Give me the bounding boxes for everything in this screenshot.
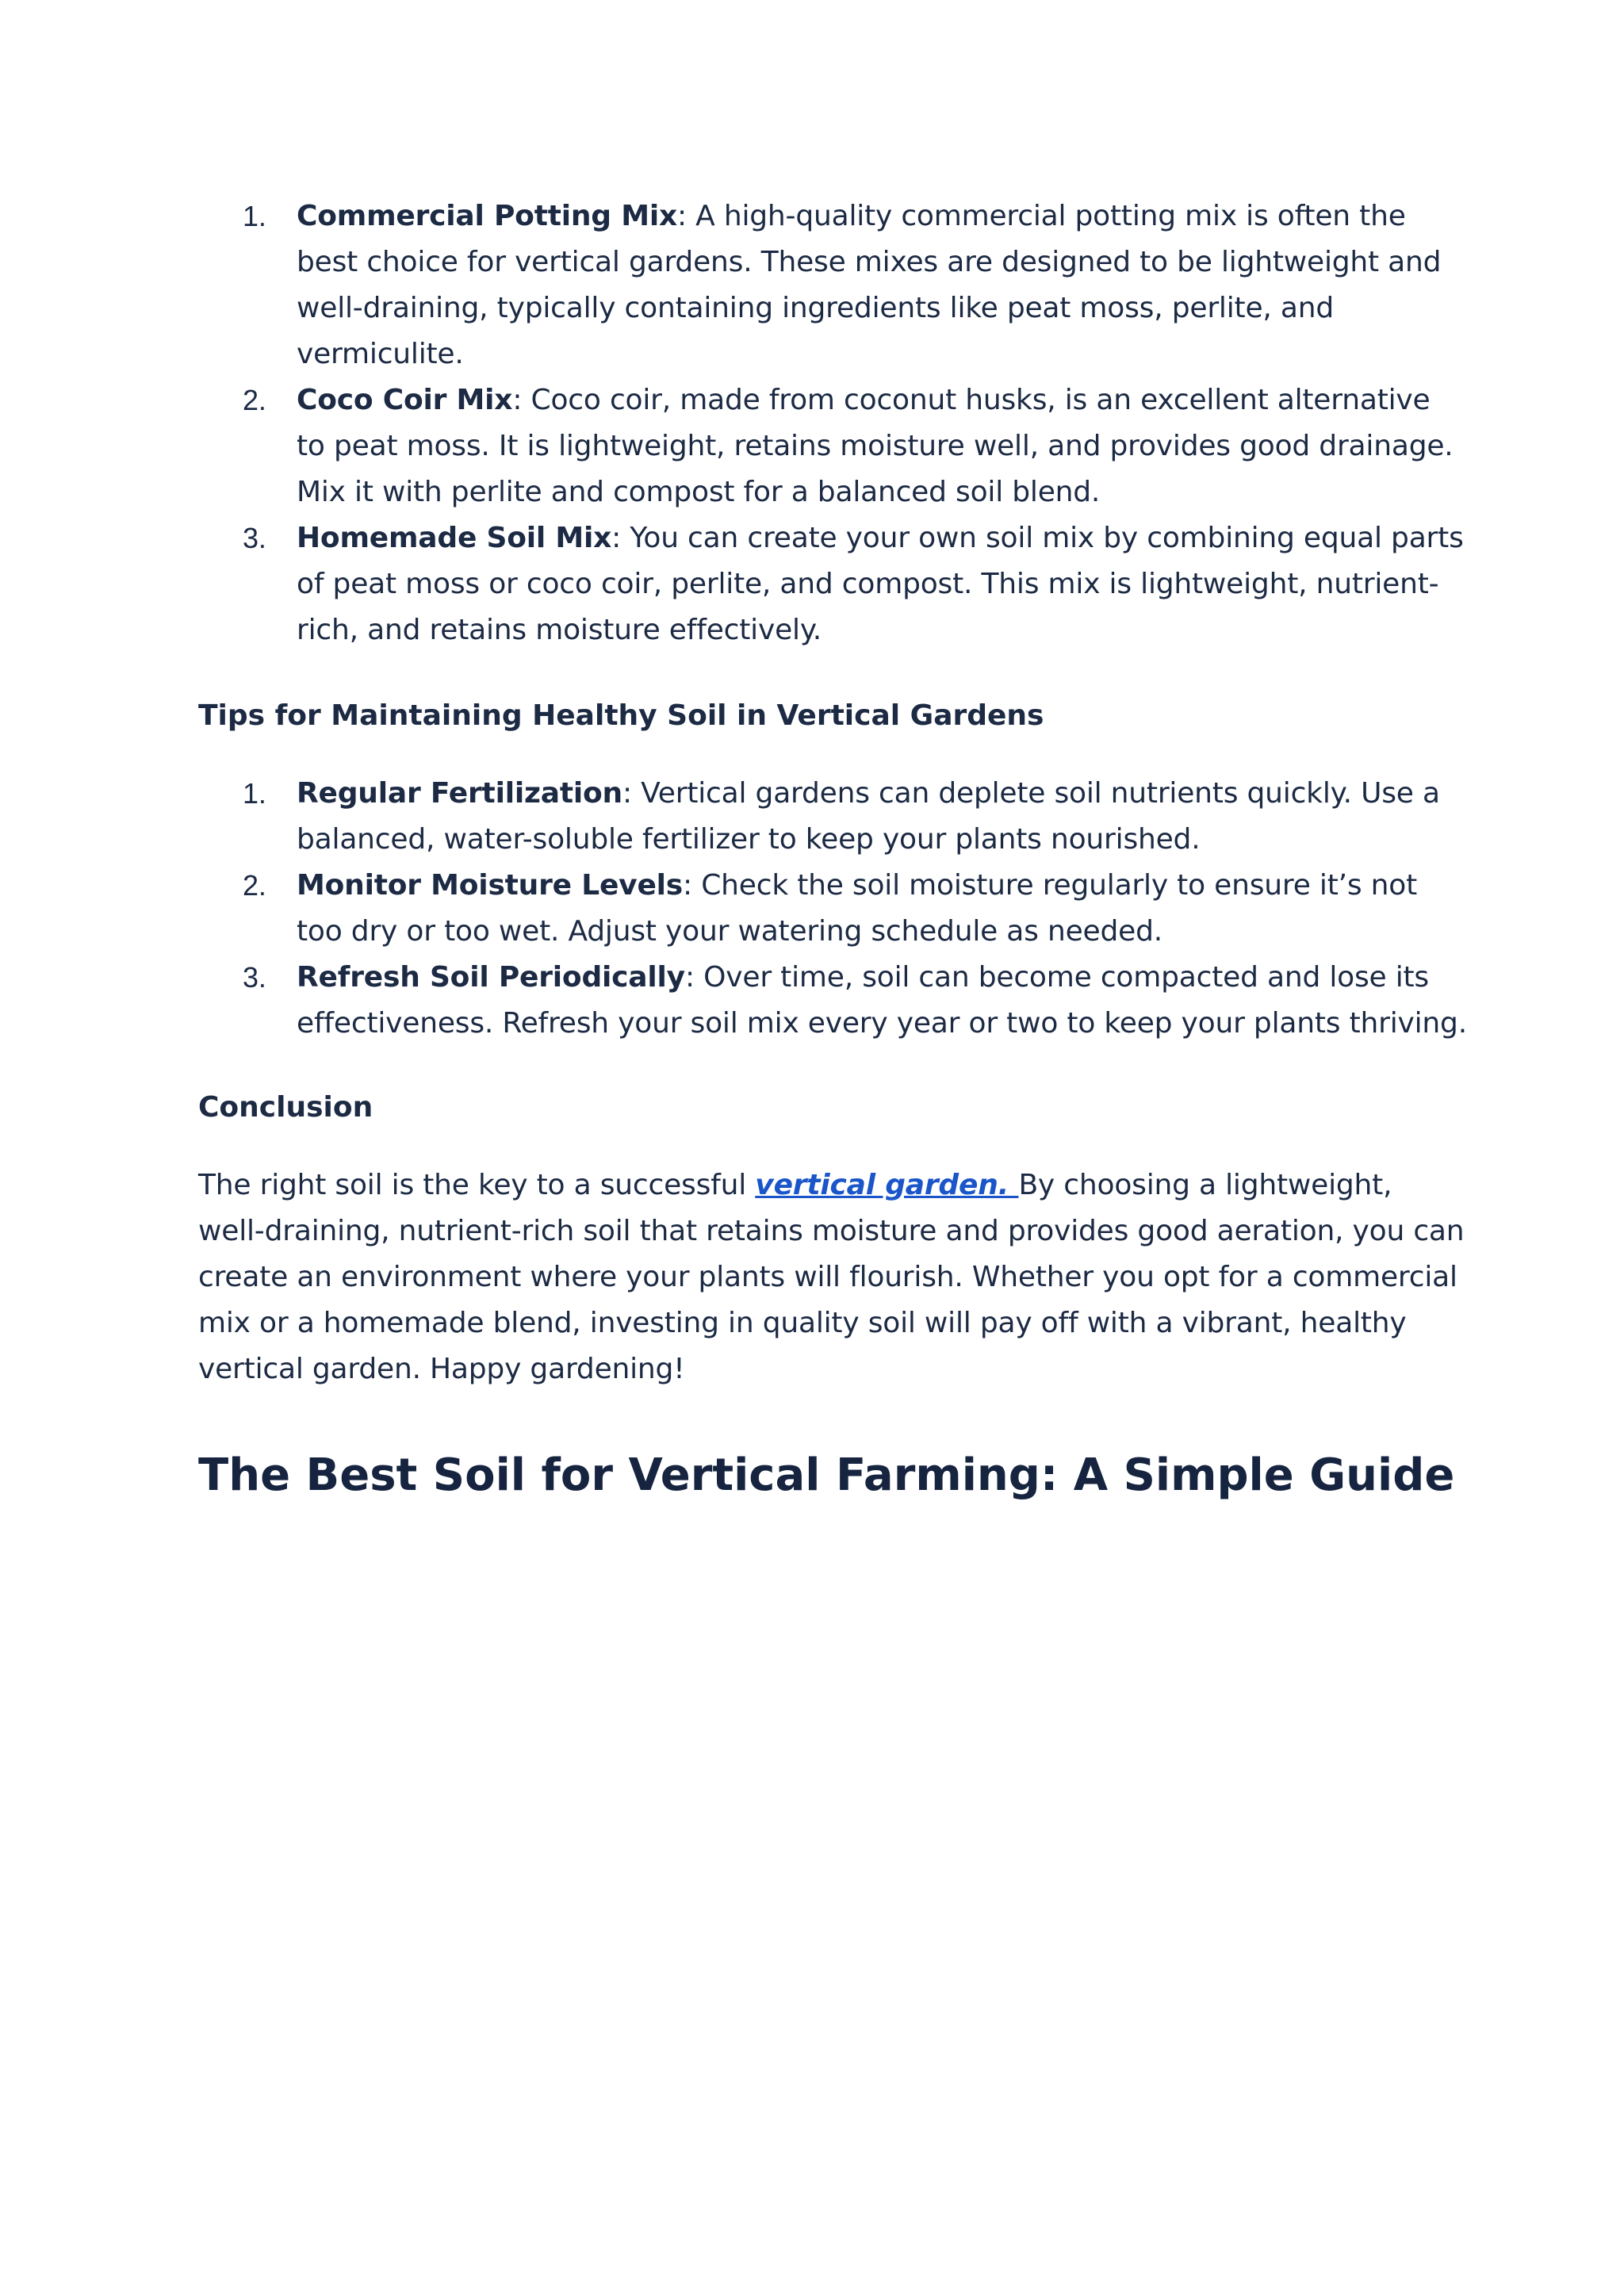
list-item <box>198 377 1467 515</box>
list-separator: : <box>684 961 704 994</box>
list-separator: : <box>611 522 630 554</box>
list-item <box>198 193 1467 377</box>
list-number: 1. <box>243 200 266 232</box>
document-page <box>198 193 1467 1503</box>
list-term: Regular Fertilization <box>297 777 622 810</box>
list-separator: : <box>676 200 696 232</box>
list-number: 3. <box>243 522 266 554</box>
list-separator: : <box>512 384 531 416</box>
tips-heading: Tips for Maintaining Healthy Soil in Vertical Gardens <box>198 699 1044 732</box>
list-term: Coco Coir Mix <box>297 384 513 416</box>
list-item <box>198 863 1467 955</box>
list-item <box>198 515 1467 653</box>
soil-types-list <box>198 193 1467 653</box>
list-text: You can create your own soil mix by combining equal parts of peat moss or coco coir, perlite, and compost. This mix is lightweight, nutrient-rich, and retains moisture effectively. <box>297 522 1464 646</box>
list-term: Refresh Soil Periodically <box>297 961 685 994</box>
list-number: 2. <box>243 384 266 416</box>
list-number: 1. <box>243 777 266 810</box>
vertical-garden-link[interactable]: vertical garden. <box>755 1169 1019 1201</box>
conclusion-text-after: By choosing a lightweight, well-draining, nutrient-rich soil that retains moisture and provides good aeration, you can create an environment where your plants will flourish. Whether you opt for a commercial mix or a homemade blend, investing in quality soil will pay off with a vibrant, healthy vertical garden. Happy gardening! <box>198 1169 1465 1385</box>
conclusion-text-before: The right soil is the key to a successful <box>198 1169 756 1201</box>
list-text: A high-quality commercial potting mix is often the best choice for vertical gardens. These mixes are designed to be lightweight and well-draining, typically containing ingredients like peat moss, perlite, and vermiculite. <box>297 200 1442 370</box>
list-term: Monitor Moisture Levels <box>297 869 684 902</box>
conclusion-heading: Conclusion <box>198 1091 373 1124</box>
conclusion-paragraph <box>198 1162 1467 1392</box>
list-text: Over time, soil can become compacted and lose its effectiveness. Refresh your soil mix every year or two to keep your plants thriving. <box>297 961 1467 1040</box>
list-item <box>198 771 1467 863</box>
tips-list <box>198 771 1467 1047</box>
list-separator: : <box>622 777 642 810</box>
list-number: 2. <box>243 869 266 902</box>
list-text: Check the soil moisture regularly to ensure it’s not too dry or too wet. Adjust your watering schedule as needed. <box>297 869 1418 948</box>
list-term: Commercial Potting Mix <box>297 200 677 232</box>
list-text: Vertical gardens can deplete soil nutrients quickly. Use a balanced, water-soluble fertilizer to keep your plants nourished. <box>297 777 1440 856</box>
list-text: Coco coir, made from coconut husks, is an excellent alternative to peat moss. It is lightweight, retains moisture well, and provides good drainage. Mix it with perlite and compost for a balanced soil blend. <box>297 384 1454 508</box>
list-term: Homemade Soil Mix <box>297 522 612 554</box>
list-item <box>198 955 1467 1047</box>
next-section-title: The Best Soil for Vertical Farming: A Simple Guide <box>198 1450 1455 1501</box>
list-number: 3. <box>243 961 266 994</box>
list-separator: : <box>683 869 702 902</box>
